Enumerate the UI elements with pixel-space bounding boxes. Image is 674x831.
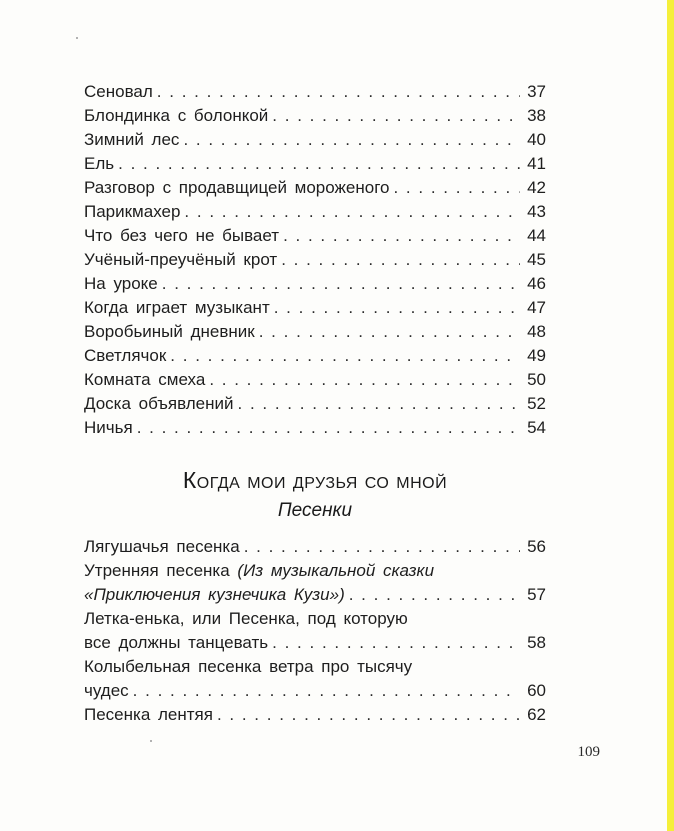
toc-entry-title: Парикмахер [84,202,181,221]
toc-entry-title: Доска объявлений [84,394,234,413]
dot-leader [162,272,520,296]
toc-entry-line: Летка-енька, или Песенка, под которую [84,609,408,628]
page-edge-strip [667,0,674,831]
toc-entry-page: 50 [527,370,546,389]
toc-entry-page: 44 [527,226,546,245]
toc-entry-title: Зимний лес [84,130,180,149]
dot-leader [133,679,520,703]
toc-entry-last-line [84,631,546,655]
dot-leader [217,703,520,727]
toc-entry [84,128,546,152]
toc-entry [84,152,546,176]
toc-entry [84,368,546,392]
toc-entry-title: Лягушачья песенка [84,537,240,556]
toc-entry-page: 37 [527,82,546,101]
toc-entry-page: 54 [527,418,546,437]
toc-entry-title [84,583,345,607]
toc-entry-page: 46 [527,274,546,293]
toc-entry-title: Ничья [84,418,133,437]
dot-leader [283,224,520,248]
toc-entry-title: Сеновал [84,82,153,101]
toc-entry [84,416,546,440]
toc-entry-page: 49 [527,346,546,365]
toc-entry [84,272,546,296]
toc-entry-line: Колыбельная песенка ветра про тысячу [84,657,413,676]
toc-entry-last-line [84,583,546,607]
toc-entry-title: все должны танцевать [84,633,269,652]
dot-leader [238,392,520,416]
toc-entry-title: Воробьиный дневник [84,322,255,341]
dot-leader [209,368,520,392]
toc-entry-page: 62 [527,705,546,724]
toc-entry-title: чудес [84,681,129,700]
toc-entry-line [84,559,546,583]
toc-entry-page: 47 [527,298,546,317]
toc-entry-page: 43 [527,202,546,221]
toc-entry-multiline [84,559,546,607]
dot-leader [272,104,520,128]
toc-entry-title: Комната смеха [84,370,206,389]
dot-leader [393,176,520,200]
toc-entry-title: Песенка лентяя [84,705,213,724]
toc-entry [84,200,546,224]
dot-leader [170,344,520,368]
toc-entry-title-italic: (Из музыкальной сказки [237,561,435,580]
toc-entry [84,320,546,344]
toc-entry [84,344,546,368]
toc-entry-title: Блондинка с болонкой [84,106,269,125]
toc-entry [84,80,546,104]
toc-entry-page: 48 [527,322,546,341]
toc-entry [84,703,546,727]
toc-entry-title: Что без чего не бывает [84,226,280,245]
toc-entry-title: Разговор с продавщицей мороженого [84,178,390,197]
toc-entry [84,104,546,128]
toc-entry-title-plain: Утренняя песенка [84,561,238,580]
dot-leader [274,296,520,320]
toc-entry-last-line [84,679,546,703]
dot-leader [118,152,520,176]
toc-entry-page: 60 [527,681,546,700]
toc-entry-page: 52 [527,394,546,413]
section-heading: Когда мои друзья со мной [182,467,448,493]
toc-entry [84,296,546,320]
section-subheading: Песенки [277,500,353,521]
toc-entry [84,392,546,416]
toc-entry-page: 58 [527,633,546,652]
dot-leader [183,128,520,152]
toc-entry-title: Ель [84,154,115,173]
toc-entry [84,248,546,272]
toc-entry-page: 45 [527,250,546,269]
toc-entry-title-italic: «Приключения кузнечика Кузи») [84,585,345,604]
toc-entry-multiline [84,607,546,655]
toc-entry-title: Когда играет музыкант [84,298,270,317]
toc-entry-page: 41 [527,154,546,173]
toc-entry-title: Учёный-преучёный крот [84,250,278,269]
toc-list-part1 [84,80,546,440]
toc-entry-page: 56 [527,537,546,556]
dot-leader [184,200,520,224]
dot-leader [349,583,520,607]
toc-entry [84,176,546,200]
toc-entry [84,535,546,559]
paper-speck [150,740,152,742]
dot-leader [259,320,520,344]
toc-entry-page: 40 [527,130,546,149]
toc-entry-title: На уроке [84,274,158,293]
page-number: 109 [577,744,600,760]
dot-leader [272,631,520,655]
dot-leader [137,416,520,440]
dot-leader [244,535,520,559]
toc-entry-title: Светлячок [84,346,167,365]
toc-list-part2 [84,535,546,727]
toc-entry-page: 57 [527,585,546,604]
dot-leader [157,80,520,104]
paper-speck [76,37,78,39]
dot-leader [281,248,520,272]
toc-entry-page: 38 [527,106,546,125]
toc-entry-page: 42 [527,178,546,197]
toc-entry [84,224,546,248]
toc-entry-multiline [84,655,546,703]
